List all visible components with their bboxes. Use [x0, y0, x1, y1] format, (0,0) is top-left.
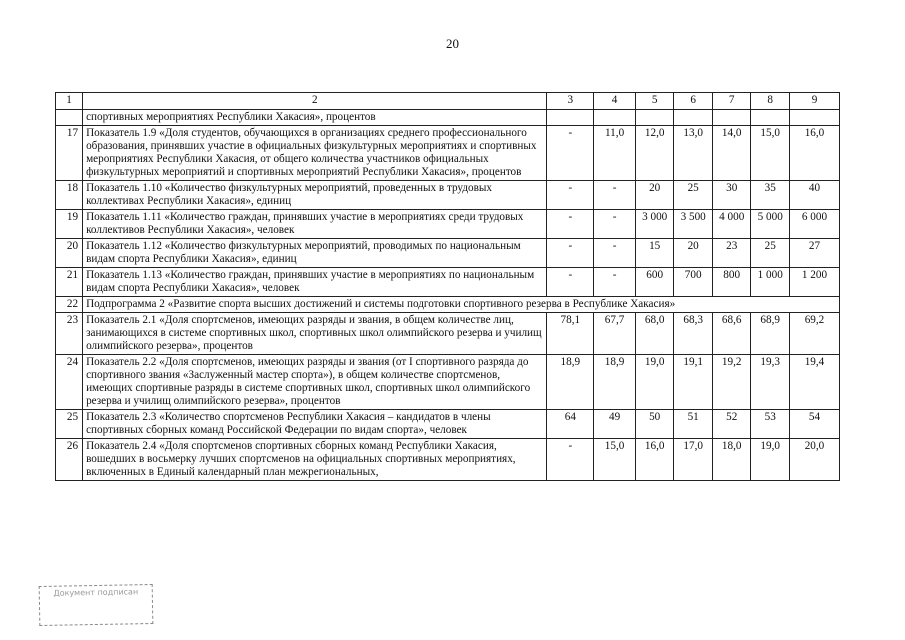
indicator-text: Показатель 1.12 «Количество физкультурных мероприятий, проводимых по национальным видам спорта Республики Хакасия», единиц: [83, 239, 547, 268]
indicator-text: Показатель 1.13 «Количество граждан, принявших участие в мероприятиях по национальным видам спорта Республики Хакасия», человек: [83, 268, 547, 297]
table-row: [56, 239, 840, 268]
value-cell: 18,9: [547, 355, 594, 410]
value-cell: 18,9: [594, 355, 636, 410]
value-cell: 15,0: [751, 126, 790, 181]
header-cell: 3: [547, 93, 594, 110]
indicator-rows-program-1: [56, 126, 840, 297]
row-number: 19: [56, 210, 83, 239]
value-cell: 18,0: [712, 439, 751, 481]
value-cell: -: [594, 268, 636, 297]
row-number: 17: [56, 126, 83, 181]
row-number: 24: [56, 355, 83, 410]
table-row: [56, 355, 840, 410]
value-cell: -: [547, 439, 594, 481]
subprogram-title: Подпрограмма 2 «Развитие спорта высших достижений и системы подготовки спортивного резерва в Республике Хакасия»: [83, 297, 840, 313]
value-cell: 14,0: [712, 126, 751, 181]
value-cell: 3 500: [674, 210, 713, 239]
value-cell: -: [547, 268, 594, 297]
value-cell: 4 000: [712, 210, 751, 239]
row-number: 26: [56, 439, 83, 481]
signature-stamp: Документ подписан: [39, 584, 154, 626]
value-cell: 40: [789, 181, 839, 210]
value-cell: 68,3: [674, 313, 713, 355]
value-cell: -: [547, 181, 594, 210]
indicator-text: Показатель 2.2 «Доля спортсменов, имеющих разряды и звания (от I спортивного разряда до спортивного звания «Заслуженный мастер спорта»), в общем количестве спортсменов, имеющих спортивные разряды в системе спортивных школ, спортивных школ олимпийского резерва и училищ олимпийского резерва», процентов: [83, 355, 547, 410]
value-cell: 25: [751, 239, 790, 268]
row-number: 25: [56, 410, 83, 439]
indicator-text: Показатель 2.4 «Доля спортсменов спортивных сборных команд Республики Хакасия, вошедших в восьмерку лучших спортсменов на официальных спортивных мероприятиях, включенных в Единый календарный план межрегиональных,: [83, 439, 547, 481]
row-number: 18: [56, 181, 83, 210]
continuation-row: [56, 110, 840, 126]
page-number: 20: [446, 36, 459, 51]
value-cell: -: [547, 239, 594, 268]
table-row: [56, 210, 840, 239]
value-cell: -: [547, 210, 594, 239]
value-cell: 20: [635, 181, 674, 210]
value-cell: 6 000: [789, 210, 839, 239]
value-cell: 17,0: [674, 439, 713, 481]
value-cell: 19,4: [789, 355, 839, 410]
value-cell: 19,2: [712, 355, 751, 410]
value-cell: 68,9: [751, 313, 790, 355]
value-cell: 27: [789, 239, 839, 268]
value-cell: -: [594, 181, 636, 210]
value-cell: 35: [751, 181, 790, 210]
value-cell: 19,3: [751, 355, 790, 410]
value-cell: -: [547, 126, 594, 181]
value-cell: 16,0: [635, 439, 674, 481]
value-cell: 20: [674, 239, 713, 268]
value-cell: 20,0: [789, 439, 839, 481]
table-row: [56, 268, 840, 297]
value-cell: 69,2: [789, 313, 839, 355]
table-row: [56, 410, 840, 439]
value-cell: 3 000: [635, 210, 674, 239]
value-cell: 11,0: [594, 126, 636, 181]
indicator-text: Показатель 1.11 «Количество граждан, принявших участие в мероприятиях среди трудовых коллективов Республики Хакасия», человек: [83, 210, 547, 239]
header-cell: 8: [751, 93, 790, 110]
value-cell: 16,0: [789, 126, 839, 181]
value-cell: 12,0: [635, 126, 674, 181]
value-cell: 23: [712, 239, 751, 268]
value-cell: 50: [635, 410, 674, 439]
value-cell: 64: [547, 410, 594, 439]
row-number: 22: [56, 297, 83, 313]
value-cell: 19,0: [635, 355, 674, 410]
indicator-text: Показатель 1.9 «Доля студентов, обучающихся в организациях среднего профессионального образования, принявших участие в официальных физкультурных мероприятиях и спортивных мероприятиях Республики Хакасия, от общего количества участников официальных физкультурных мероприятий и спортивных мероприятий Республики Хакасия», процентов: [83, 126, 547, 181]
header-cell: 2: [83, 93, 547, 110]
value-cell: 30: [712, 181, 751, 210]
table-row: [56, 181, 840, 210]
indicators-table: [55, 92, 840, 481]
header-cell: 7: [712, 93, 751, 110]
value-cell: -: [594, 210, 636, 239]
value-cell: 600: [635, 268, 674, 297]
table-header-row: [56, 93, 840, 110]
value-cell: 53: [751, 410, 790, 439]
value-cell: -: [594, 239, 636, 268]
value-cell: 15: [635, 239, 674, 268]
value-cell: 67,7: [594, 313, 636, 355]
value-cell: 19,0: [751, 439, 790, 481]
header-cell: 6: [674, 93, 713, 110]
value-cell: 15,0: [594, 439, 636, 481]
value-cell: 52: [712, 410, 751, 439]
table-row: [56, 313, 840, 355]
indicator-text: Показатель 1.10 «Количество физкультурных мероприятий, проведенных в трудовых коллективах Республики Хакасия», единиц: [83, 181, 547, 210]
indicator-text: Показатель 2.1 «Доля спортсменов, имеющих разряды и звания, в общем количестве лиц, занимающихся в системе спортивных школ, спортивных школ олимпийского резерва и училищ олимпийского резерва», процентов: [83, 313, 547, 355]
subprogram-row: [56, 297, 840, 313]
indicator-text: Показатель 2.3 «Количество спортсменов Республики Хакасия – кандидатов в члены спортивных сборных команд Российской Федерации по видам спорта», человек: [83, 410, 547, 439]
value-cell: 54: [789, 410, 839, 439]
header-cell: 5: [635, 93, 674, 110]
indicator-rows-program-2: [56, 313, 840, 481]
value-cell: 700: [674, 268, 713, 297]
value-cell: 13,0: [674, 126, 713, 181]
row-number: 20: [56, 239, 83, 268]
value-cell: 68,6: [712, 313, 751, 355]
value-cell: 78,1: [547, 313, 594, 355]
value-cell: 5 000: [751, 210, 790, 239]
value-cell: 49: [594, 410, 636, 439]
value-cell: 51: [674, 410, 713, 439]
header-cell: 4: [594, 93, 636, 110]
row-number: 21: [56, 268, 83, 297]
value-cell: 1 000: [751, 268, 790, 297]
header-cell: 1: [56, 93, 83, 110]
continuation-text: спортивных мероприятиях Республики Хакасия», процентов: [83, 110, 547, 126]
value-cell: 25: [674, 181, 713, 210]
table-row: [56, 439, 840, 481]
table-row: [56, 126, 840, 181]
header-cell: 9: [789, 93, 839, 110]
value-cell: 1 200: [789, 268, 839, 297]
value-cell: 68,0: [635, 313, 674, 355]
row-number: 23: [56, 313, 83, 355]
value-cell: 19,1: [674, 355, 713, 410]
value-cell: 800: [712, 268, 751, 297]
